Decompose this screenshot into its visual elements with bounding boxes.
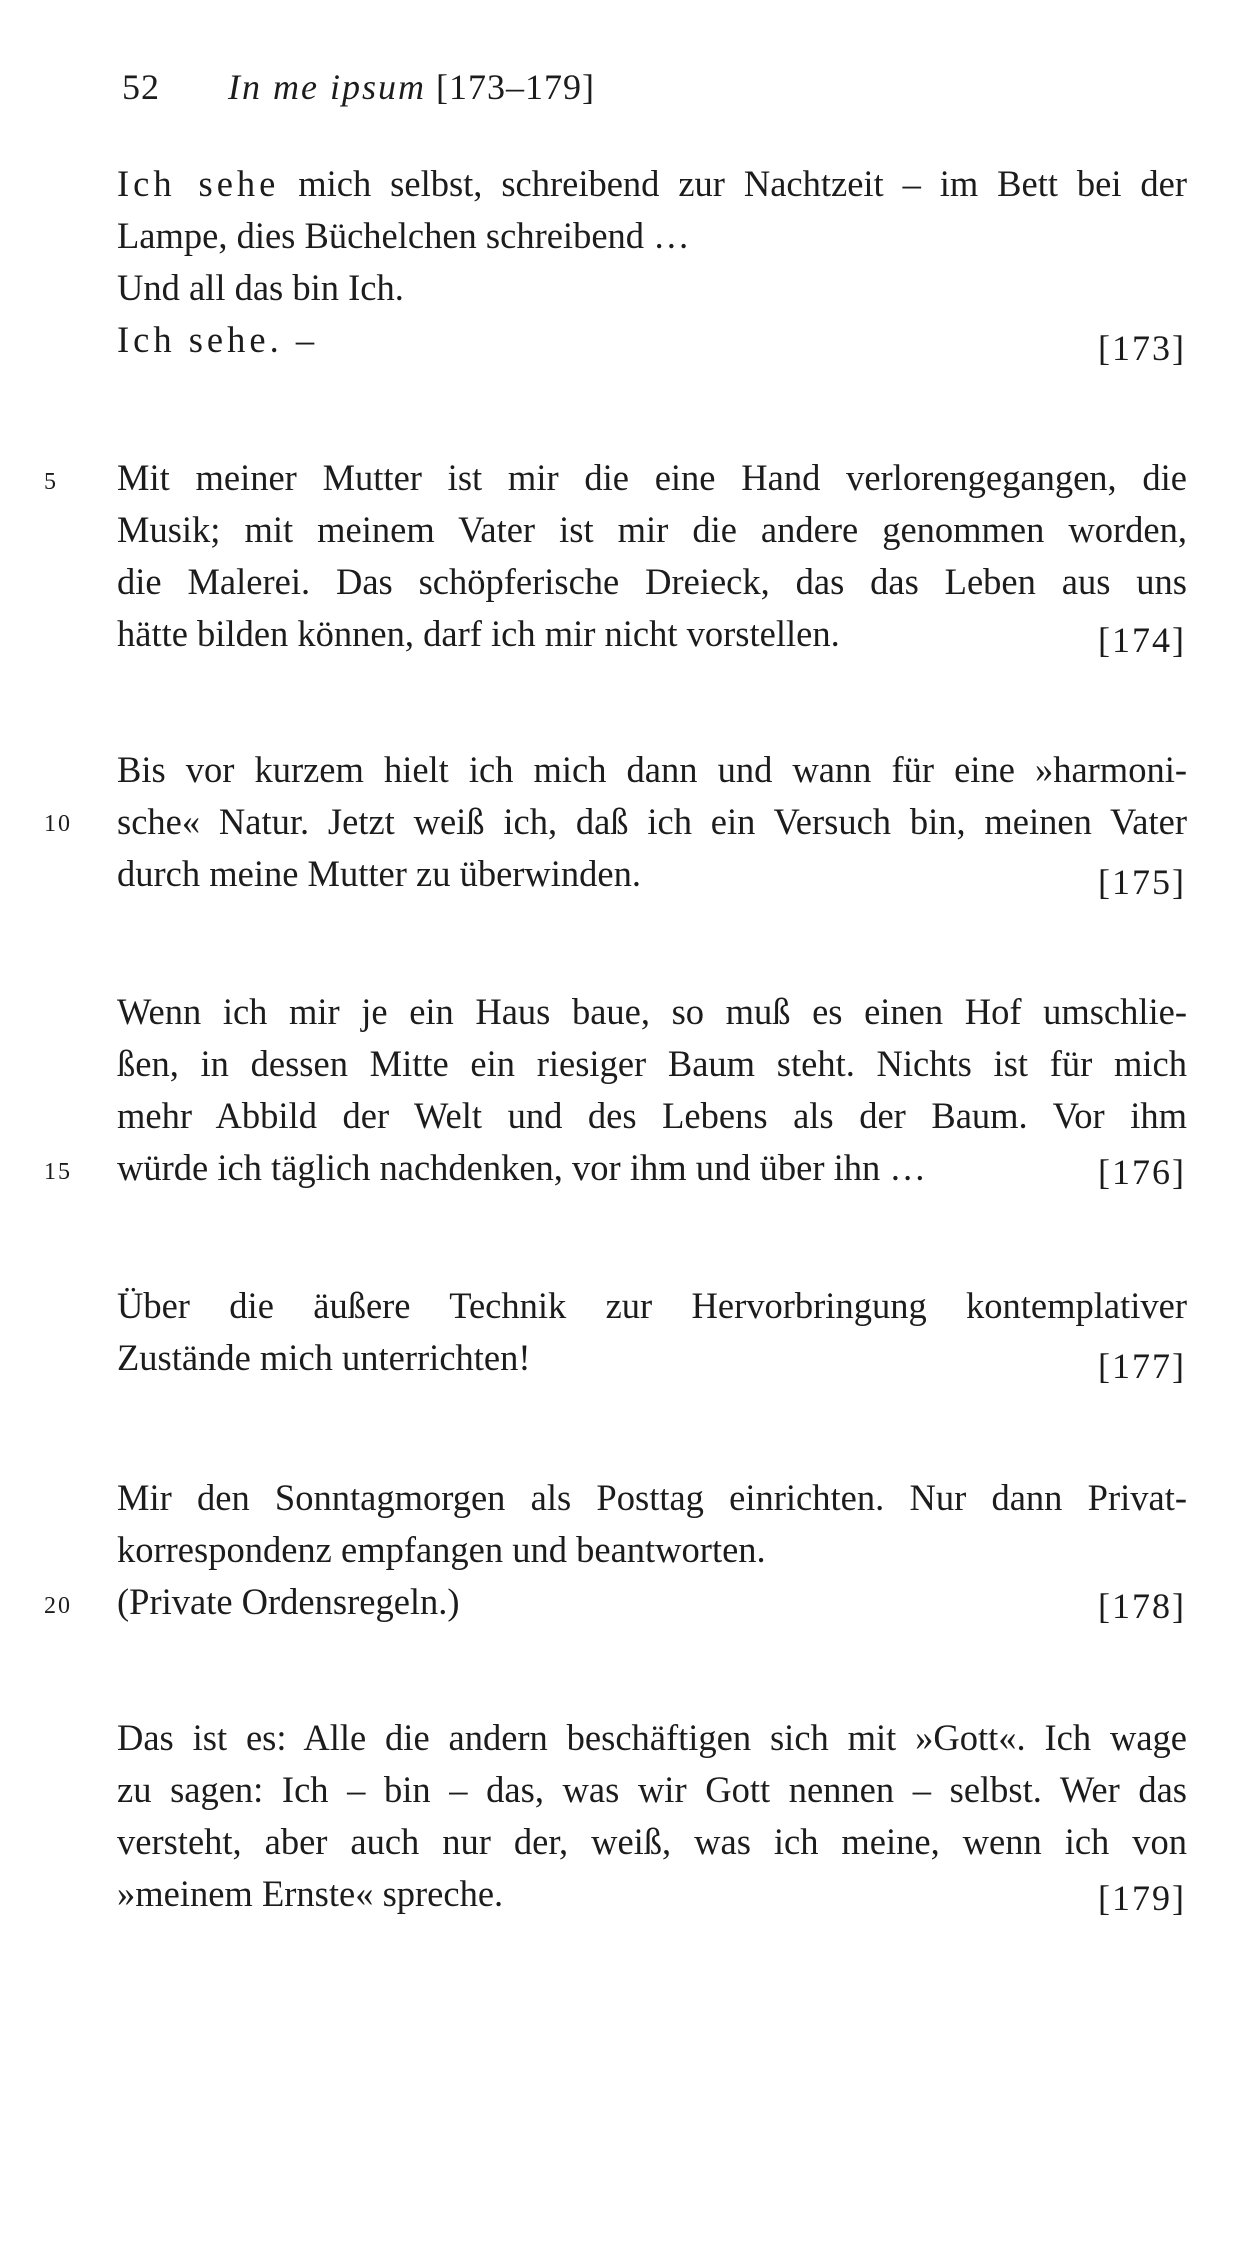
text-line: zu sagen: Ich – bin – das, was wir Gott nennen – selbst. Wer das	[117, 1769, 1187, 1810]
entry-range: [173–179]	[435, 67, 595, 107]
text-line: Lampe, dies Büchelchen schreibend …	[117, 215, 690, 256]
text-line: Ich sehe. –	[117, 319, 319, 360]
text-line: ßen, in dessen Mitte ein riesiger Baum steht. Nichts ist für mich	[117, 1043, 1187, 1084]
running-header	[122, 66, 595, 108]
line-number: 15	[44, 1159, 72, 1185]
entry-number: [179]	[1098, 1878, 1186, 1918]
text-line: Mir den Sonntagmorgen als Posttag einrichten. Nur dann Privat-	[117, 1477, 1187, 1518]
text-line: Ich sehe mich selbst, schreibend zur Nachtzeit – im Bett bei der	[117, 163, 1188, 204]
line-number: 5	[44, 469, 58, 495]
text-line: Und all das bin Ich.	[117, 267, 404, 308]
text-line: mehr Abbild der Welt und des Lebens als der Baum. Vor ihm	[117, 1095, 1187, 1136]
text-line: Das ist es: Alle die andern beschäftigen sich mit »Gott«. Ich wage	[117, 1717, 1187, 1758]
text-line: Wenn ich mir je ein Haus baue, so muß es einen Hof umschlie-	[117, 991, 1187, 1032]
text-line: würde ich täglich nachdenken, vor ihm und über ihn …	[117, 1147, 926, 1188]
page-number: 52	[122, 67, 160, 107]
text-line: die Malerei. Das schöpferische Dreieck, das das Leben aus uns	[117, 561, 1187, 602]
line-number: 10	[44, 811, 72, 837]
text-line: hätte bilden können, darf ich mir nicht vorstellen.	[117, 613, 840, 654]
text-line: Zustände mich unterrichten!	[117, 1337, 531, 1378]
text-line: »meinem Ernste« spreche.	[117, 1873, 504, 1914]
entry-number: [177]	[1098, 1346, 1186, 1386]
text-line: korrespondenz empfangen und beantworten.	[117, 1529, 766, 1570]
line-number: 20	[44, 1593, 72, 1619]
entry-number: [174]	[1098, 620, 1186, 660]
entry-number: [178]	[1098, 1586, 1186, 1626]
text-line: Über die äußere Technik zur Hervorbringung kontemplativer	[117, 1285, 1187, 1326]
running-title: In me ipsum	[228, 67, 426, 107]
entry-number: [175]	[1098, 862, 1186, 902]
entry-number: [173]	[1098, 328, 1186, 368]
text-line: Mit meiner Mutter ist mir die eine Hand verlorengegangen, die	[117, 457, 1187, 498]
entry-number: [176]	[1098, 1152, 1186, 1192]
text-line: Musik; mit meinem Vater ist mir die andere genommen worden,	[117, 509, 1187, 550]
text-line: sche« Natur. Jetzt weiß ich, daß ich ein Versuch bin, meinen Vater	[117, 801, 1187, 842]
text-line: durch meine Mutter zu überwinden.	[117, 853, 642, 894]
text-line: versteht, aber auch nur der, weiß, was ich meine, wenn ich von	[117, 1821, 1187, 1862]
text-line: Bis vor kurzem hielt ich mich dann und wann für eine »harmoni-	[117, 749, 1187, 790]
text-line: (Private Ordensregeln.)	[117, 1581, 460, 1622]
